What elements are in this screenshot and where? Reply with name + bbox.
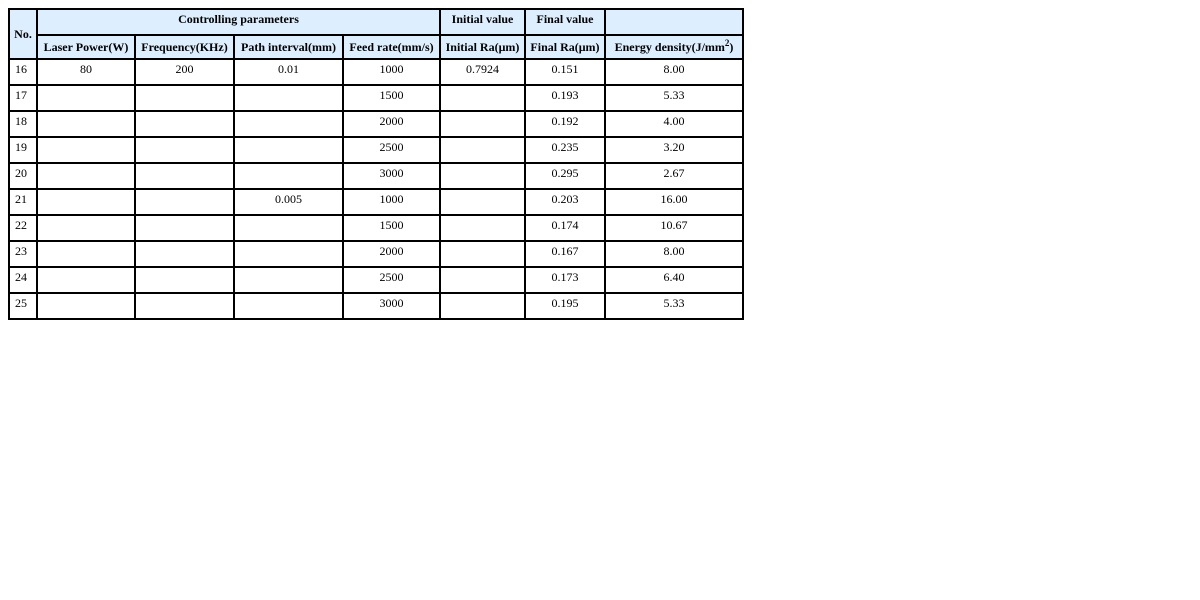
table-row <box>9 189 743 215</box>
energy-density-cell: 5.33 <box>605 85 743 111</box>
initial-ra-cell <box>440 163 525 189</box>
table-row <box>9 59 743 85</box>
final-ra-cell: 0.151 <box>525 59 605 85</box>
energy-density-cell: 10.67 <box>605 215 743 241</box>
path-interval-cell <box>234 85 343 111</box>
header-row-group <box>9 9 743 35</box>
table-row <box>9 241 743 267</box>
energy-density-close: ) <box>729 39 734 54</box>
energy-density-label: Energy density(J/mm <box>614 39 725 54</box>
energy-density-cell: 6.40 <box>605 267 743 293</box>
initial-ra-cell <box>440 267 525 293</box>
laser-power-cell <box>37 189 135 215</box>
table-header <box>9 9 743 59</box>
feed-rate-cell: 2500 <box>343 137 440 163</box>
header-row-columns <box>9 35 743 59</box>
initial-ra-cell <box>440 111 525 137</box>
path-interval-cell <box>234 215 343 241</box>
frequency-cell: 200 <box>135 59 234 85</box>
table-row <box>9 85 743 111</box>
laser-power-cell <box>37 241 135 267</box>
energy-density-cell: 8.00 <box>605 241 743 267</box>
no-column-header: No. <box>9 9 37 59</box>
energy-density-cell: 8.00 <box>605 59 743 85</box>
frequency-cell <box>135 267 234 293</box>
laser-power-cell <box>37 137 135 163</box>
initial-ra-header: Initial Ra(μm) <box>440 35 525 59</box>
feed-rate-cell: 1500 <box>343 85 440 111</box>
final-value-header: Final value <box>525 9 605 35</box>
table-row <box>9 111 743 137</box>
final-ra-cell: 0.167 <box>525 241 605 267</box>
path-interval-cell <box>234 111 343 137</box>
energy-density-cell: 2.67 <box>605 163 743 189</box>
final-ra-cell: 0.203 <box>525 189 605 215</box>
energy-density-cell: 16.00 <box>605 189 743 215</box>
laser-power-cell <box>37 111 135 137</box>
initial-ra-cell <box>440 137 525 163</box>
final-ra-cell: 0.192 <box>525 111 605 137</box>
feed-rate-cell: 1000 <box>343 189 440 215</box>
frequency-cell <box>135 137 234 163</box>
path-interval-cell: 0.01 <box>234 59 343 85</box>
laser-power-cell <box>37 293 135 319</box>
initial-value-header: Initial value <box>440 9 525 35</box>
laser-power-cell <box>37 163 135 189</box>
row-number-cell: 25 <box>9 293 37 319</box>
frequency-cell <box>135 85 234 111</box>
path-interval-cell <box>234 137 343 163</box>
table-body <box>9 59 743 319</box>
parameters-table <box>8 8 744 320</box>
final-ra-cell: 0.295 <box>525 163 605 189</box>
row-number-cell: 24 <box>9 267 37 293</box>
row-number-cell: 16 <box>9 59 37 85</box>
path-interval-cell <box>234 267 343 293</box>
feed-rate-cell: 3000 <box>343 293 440 319</box>
frequency-cell <box>135 215 234 241</box>
path-interval-cell <box>234 241 343 267</box>
laser-power-cell <box>37 267 135 293</box>
table-row <box>9 163 743 189</box>
row-number-cell: 20 <box>9 163 37 189</box>
path-interval-cell: 0.005 <box>234 189 343 215</box>
frequency-cell <box>135 163 234 189</box>
initial-ra-cell: 0.7924 <box>440 59 525 85</box>
feed-rate-cell: 2500 <box>343 267 440 293</box>
frequency-header: Frequency(KHz) <box>135 35 234 59</box>
row-number-cell: 19 <box>9 137 37 163</box>
row-number-cell: 22 <box>9 215 37 241</box>
laser-power-header: Laser Power(W) <box>37 35 135 59</box>
final-ra-cell: 0.173 <box>525 267 605 293</box>
frequency-cell <box>135 111 234 137</box>
final-ra-cell: 0.174 <box>525 215 605 241</box>
table-row <box>9 267 743 293</box>
feed-rate-cell: 1500 <box>343 215 440 241</box>
feed-rate-cell: 2000 <box>343 111 440 137</box>
row-number-cell: 21 <box>9 189 37 215</box>
energy-density-cell: 5.33 <box>605 293 743 319</box>
final-ra-header: Final Ra(μm) <box>525 35 605 59</box>
row-number-cell: 17 <box>9 85 37 111</box>
final-ra-cell: 0.195 <box>525 293 605 319</box>
initial-ra-cell <box>440 85 525 111</box>
feed-rate-header: Feed rate(mm/s) <box>343 35 440 59</box>
path-interval-cell <box>234 293 343 319</box>
frequency-cell <box>135 189 234 215</box>
table-row <box>9 293 743 319</box>
row-number-cell: 23 <box>9 241 37 267</box>
energy-density-cell: 3.20 <box>605 137 743 163</box>
feed-rate-cell: 3000 <box>343 163 440 189</box>
laser-power-cell <box>37 215 135 241</box>
path-interval-cell <box>234 163 343 189</box>
initial-ra-cell <box>440 293 525 319</box>
frequency-cell <box>135 293 234 319</box>
initial-ra-cell <box>440 215 525 241</box>
energy-density-superscript: 2 <box>724 37 730 48</box>
table-row <box>9 215 743 241</box>
initial-ra-cell <box>440 241 525 267</box>
path-interval-header: Path interval(mm) <box>234 35 343 59</box>
initial-ra-cell <box>440 189 525 215</box>
laser-power-cell <box>37 85 135 111</box>
controlling-parameters-header: Controlling parameters <box>37 9 440 35</box>
laser-power-cell: 80 <box>37 59 135 85</box>
energy-density-cell: 4.00 <box>605 111 743 137</box>
final-ra-cell: 0.193 <box>525 85 605 111</box>
empty-group-header <box>605 9 743 35</box>
energy-density-header <box>605 35 743 59</box>
frequency-cell <box>135 241 234 267</box>
feed-rate-cell: 1000 <box>343 59 440 85</box>
row-number-cell: 18 <box>9 111 37 137</box>
table-row <box>9 137 743 163</box>
final-ra-cell: 0.235 <box>525 137 605 163</box>
feed-rate-cell: 2000 <box>343 241 440 267</box>
